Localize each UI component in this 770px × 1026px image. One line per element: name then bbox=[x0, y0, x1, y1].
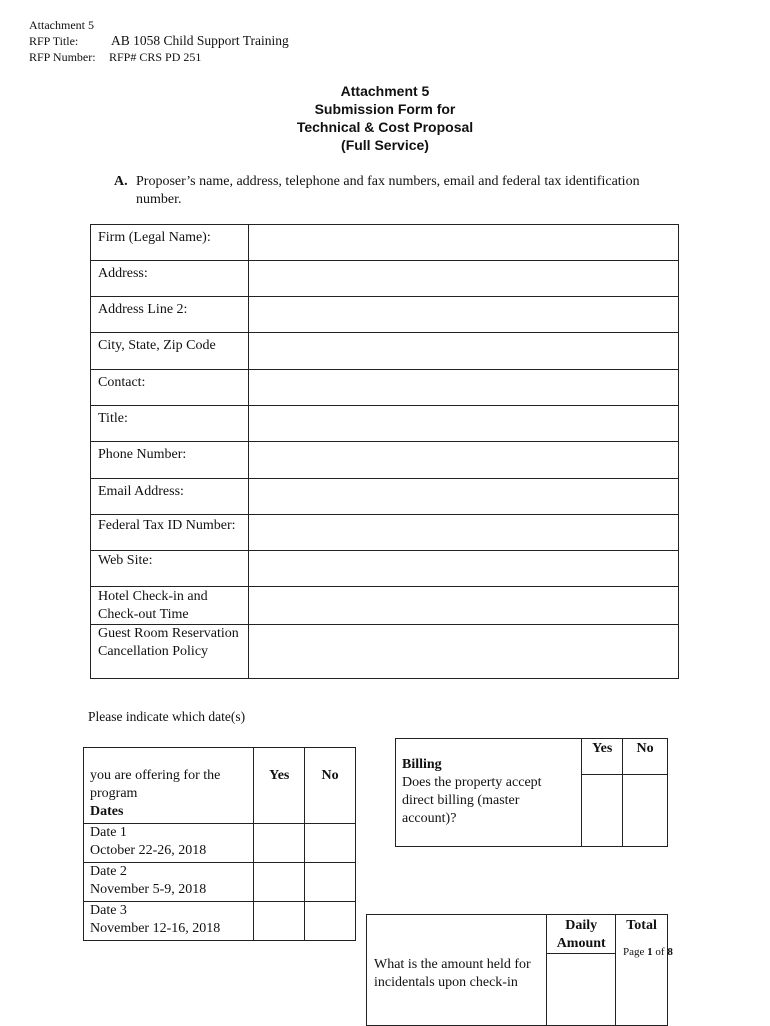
incidentals-header-blank bbox=[367, 915, 547, 954]
date-2-range: November 5-9, 2018 bbox=[90, 882, 207, 897]
date-2-yes-cell[interactable] bbox=[254, 863, 305, 902]
table-row bbox=[91, 587, 679, 625]
cancellation-input[interactable] bbox=[248, 625, 678, 679]
table-row bbox=[84, 863, 356, 902]
page-current: 1 bbox=[647, 946, 653, 958]
incidentals-table bbox=[366, 914, 668, 1026]
billing-table bbox=[395, 738, 668, 847]
date-1-cell bbox=[84, 824, 254, 863]
daily-amount-header: Daily Amount bbox=[547, 915, 616, 954]
table-row bbox=[91, 225, 679, 261]
table-row bbox=[91, 370, 679, 406]
billing-no-header: No bbox=[623, 739, 668, 775]
dates-header-cell bbox=[84, 748, 254, 824]
date-3-yes-cell[interactable] bbox=[254, 902, 305, 941]
date-1-no-cell[interactable] bbox=[305, 824, 356, 863]
address-line2-label: Address Line 2: bbox=[91, 297, 249, 333]
phone-input[interactable] bbox=[248, 442, 678, 479]
table-row bbox=[84, 902, 356, 941]
tax-id-input[interactable] bbox=[248, 515, 678, 551]
billing-question: Does the property accept direct billing (master account)? bbox=[402, 775, 542, 826]
city-state-zip-input[interactable] bbox=[248, 333, 678, 370]
dates-intro: you are offering for the program bbox=[90, 768, 221, 801]
section-a-text: Proposer’s name, address, telephone and fax numbers, email and federal tax identification number. bbox=[136, 174, 640, 207]
billing-heading: Billing bbox=[402, 757, 442, 772]
email-label: Email Address: bbox=[91, 479, 249, 515]
address-line2-input[interactable] bbox=[248, 297, 678, 333]
billing-no-cell[interactable] bbox=[623, 775, 668, 847]
date-2-no-cell[interactable] bbox=[305, 863, 356, 902]
table-row bbox=[91, 515, 679, 551]
header-rfp-number-value: RFP# CRS PD 251 bbox=[109, 50, 202, 64]
incidentals-question: What is the amount held for incidentals upon check-in bbox=[367, 954, 547, 1026]
date-1-yes-cell[interactable] bbox=[254, 824, 305, 863]
table-row bbox=[396, 739, 668, 775]
table-row bbox=[91, 442, 679, 479]
firm-input[interactable] bbox=[248, 225, 678, 261]
page-of-label: of bbox=[655, 946, 665, 958]
address-label: Address: bbox=[91, 261, 249, 297]
page-number bbox=[623, 945, 673, 959]
email-input[interactable] bbox=[248, 479, 678, 515]
dates-heading: Dates bbox=[90, 804, 124, 819]
date-3-name: Date 3 bbox=[90, 903, 127, 918]
table-row bbox=[91, 406, 679, 442]
date-1-name: Date 1 bbox=[90, 825, 127, 840]
billing-question-cell bbox=[396, 739, 582, 847]
table-row bbox=[84, 824, 356, 863]
cancellation-label: Guest Room Reservation Cancellation Policy bbox=[91, 625, 249, 679]
checkin-label: Hotel Check-in and Check-out Time bbox=[91, 587, 249, 625]
address-input[interactable] bbox=[248, 261, 678, 297]
tax-id-label: Federal Tax ID Number: bbox=[91, 515, 249, 551]
contact-input[interactable] bbox=[248, 370, 678, 406]
title-label: Title: bbox=[91, 406, 249, 442]
table-row bbox=[91, 551, 679, 587]
date-2-name: Date 2 bbox=[90, 864, 127, 879]
website-label: Web Site: bbox=[91, 551, 249, 587]
header-attachment: Attachment 5 bbox=[29, 18, 94, 32]
title-line-4: (Full Service) bbox=[341, 137, 429, 153]
page-total: 8 bbox=[667, 946, 673, 958]
table-row bbox=[91, 625, 679, 679]
dates-yes-header: Yes bbox=[254, 748, 305, 824]
dates-note: Please indicate which date(s) bbox=[88, 709, 246, 724]
page-label: Page bbox=[623, 946, 645, 958]
total-header: Total bbox=[616, 915, 668, 954]
phone-label: Phone Number: bbox=[91, 442, 249, 479]
billing-yes-cell[interactable] bbox=[582, 775, 623, 847]
table-row bbox=[367, 954, 668, 1026]
billing-yes-header: Yes bbox=[582, 739, 623, 775]
title-line-2: Submission Form for bbox=[314, 101, 456, 117]
dates-no-header: No bbox=[305, 748, 356, 824]
date-3-range: November 12-16, 2018 bbox=[90, 921, 221, 936]
date-3-cell bbox=[84, 902, 254, 941]
page-title bbox=[0, 82, 770, 154]
table-row bbox=[91, 333, 679, 370]
title-input[interactable] bbox=[248, 406, 678, 442]
city-state-zip-label: City, State, Zip Code bbox=[91, 333, 249, 370]
header-rfp-number-label: RFP Number: bbox=[29, 50, 96, 64]
section-a-letter: A. bbox=[114, 174, 128, 189]
header-rfp-title-value: AB 1058 Child Support Training bbox=[111, 33, 289, 48]
title-line-1: Attachment 5 bbox=[340, 83, 430, 99]
website-input[interactable] bbox=[248, 551, 678, 587]
table-row bbox=[91, 261, 679, 297]
table-row bbox=[84, 748, 356, 824]
title-line-3: Technical & Cost Proposal bbox=[296, 119, 474, 135]
firm-label: Firm (Legal Name): bbox=[91, 225, 249, 261]
header-rfp-title-label: RFP Title: bbox=[29, 34, 79, 48]
proposer-info-table bbox=[90, 224, 679, 679]
date-3-no-cell[interactable] bbox=[305, 902, 356, 941]
checkin-input[interactable] bbox=[248, 587, 678, 625]
table-row bbox=[91, 479, 679, 515]
date-2-cell bbox=[84, 863, 254, 902]
date-1-range: October 22-26, 2018 bbox=[90, 843, 207, 858]
total-cell[interactable] bbox=[616, 954, 668, 1026]
table-row bbox=[91, 297, 679, 333]
contact-label: Contact: bbox=[91, 370, 249, 406]
daily-amount-cell[interactable] bbox=[547, 954, 616, 1026]
dates-table bbox=[83, 747, 356, 941]
